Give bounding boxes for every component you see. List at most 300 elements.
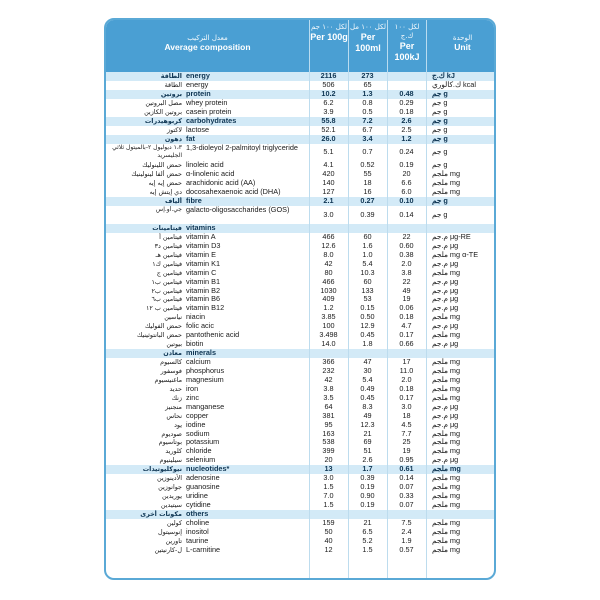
- header-per-100kj-ar: لكل ١٠٠ ك.ج: [394, 23, 420, 40]
- value-per-100g: 42: [324, 374, 333, 384]
- value-per-100g: 127: [322, 187, 335, 197]
- nutrient-name-en: potassium: [186, 438, 220, 447]
- value-per-100ml: 0.5: [362, 106, 373, 116]
- nutrient-name-en: linoleic acid: [186, 161, 224, 170]
- value-per-100g: 64: [324, 401, 333, 411]
- value-per-100ml: 133: [361, 285, 374, 295]
- header-per-100ml-ar: لكل ١٠٠ مل: [349, 23, 387, 31]
- nutrient-name-ar: بوتاسيوم: [158, 438, 182, 447]
- table-row: [106, 412, 496, 421]
- nutrient-name-ar: يوريدين: [162, 492, 182, 501]
- nutrient-name-ar: فيتامين د٣: [154, 241, 182, 250]
- value-per-100g: 399: [322, 446, 335, 456]
- value-per-100ml: 5.4: [362, 374, 373, 384]
- value-per-100g: 2.1: [323, 196, 334, 206]
- value-per-100kj: 0.07: [399, 482, 414, 492]
- table-row: [106, 295, 496, 304]
- value-per-100ml: 0.90: [360, 491, 375, 501]
- nutrient-name-ar: حمض البانتوثينيك: [136, 331, 182, 340]
- nutrient-name-ar: فيتامين ب٢: [151, 286, 182, 295]
- value-per-100ml: 8.3: [362, 401, 373, 411]
- value-per-100ml: 60: [363, 231, 372, 241]
- nutrient-name-ar: فيتامين ب ١٢: [145, 304, 182, 313]
- nutrient-name-ar: نيوكليوتيدات: [142, 465, 182, 474]
- nutrient-name-ar: فيتامين ب١: [151, 277, 182, 286]
- value-per-100kj: 3.8: [401, 267, 412, 277]
- nutrient-name-en: uridine: [186, 492, 208, 501]
- table-row: [106, 108, 496, 117]
- value-per-100ml: 16: [363, 187, 372, 197]
- value-per-100ml: 12.9: [360, 321, 375, 331]
- value-per-100ml: 21: [363, 428, 372, 438]
- unit-cell: جم g: [432, 116, 448, 125]
- value-per-100g: 466: [322, 276, 335, 286]
- value-per-100g: 6.2: [323, 97, 334, 107]
- nutrient-name-en: carbohydrates: [186, 116, 237, 125]
- table-row: [106, 438, 496, 447]
- nutrient-name-en: vitamin A: [186, 232, 216, 241]
- value-per-100g: 12.6: [321, 240, 336, 250]
- table-row: [106, 233, 496, 242]
- nutrient-name-en: 1,3-dioleyol 2-palmitoyl triglyceride: [186, 143, 298, 152]
- value-per-100ml: 0.45: [360, 330, 375, 340]
- value-per-100g: 1.5: [323, 482, 334, 492]
- value-per-100ml: 1.6: [362, 240, 373, 250]
- value-per-100g: 409: [322, 294, 335, 304]
- header-per-100g-ar: لكل ١٠٠ جم: [310, 23, 348, 31]
- value-per-100ml: 0.49: [360, 383, 375, 393]
- nutrient-name-ar: صوديوم: [161, 429, 182, 438]
- table-section-row: [106, 90, 496, 99]
- value-per-100ml: 5.4: [362, 258, 373, 268]
- unit-cell: ملجم mg: [432, 375, 461, 384]
- value-per-100ml: 1.8: [362, 339, 373, 349]
- table-row: [106, 528, 496, 537]
- value-per-100ml: 0.39: [360, 473, 375, 483]
- value-per-100kj: 6.6: [401, 178, 412, 188]
- value-per-100kj: 0.14: [399, 209, 414, 219]
- table-row: [106, 81, 496, 90]
- nutrient-name-en: energy: [186, 80, 209, 89]
- value-per-100kj: 4.5: [401, 419, 412, 429]
- value-per-100kj: 11.0: [399, 365, 414, 375]
- unit-cell: ملجم mg: [432, 438, 461, 447]
- value-per-100kj: 17: [402, 357, 411, 366]
- unit-cell: م.جم μg: [432, 277, 459, 286]
- value-per-100g: 7.0: [323, 491, 334, 501]
- nutrient-name-ar: زنك: [171, 393, 182, 402]
- nutrient-name-en: adenosine: [186, 474, 220, 483]
- value-per-100g: 95: [324, 419, 333, 429]
- nutrient-name-en: folic acic: [186, 322, 214, 331]
- value-per-100g: 163: [322, 428, 335, 438]
- header-unit: [426, 20, 496, 72]
- header-per-100kj: [387, 20, 426, 72]
- unit-cell: ملجم mg: [432, 179, 461, 188]
- table-row: [106, 501, 496, 510]
- nutrient-name-ar: نياسين: [164, 313, 182, 322]
- value-per-100ml: 0.7: [362, 146, 373, 156]
- nutrient-name-en: vitamins: [186, 223, 216, 232]
- nutrient-name-ar: نحاس: [166, 411, 182, 420]
- value-per-100ml: 0.19: [360, 500, 375, 509]
- value-per-100ml: 65: [363, 79, 372, 89]
- value-per-100kj: 0.18: [399, 312, 414, 322]
- nutrient-name-ar: بروتين: [160, 89, 182, 98]
- value-per-100kj: 19: [402, 294, 411, 304]
- table-section-row: [106, 349, 496, 358]
- value-per-100kj: 7.7: [401, 428, 412, 438]
- header-per-100kj-en: Per 100kJ: [394, 41, 420, 62]
- nutrient-name-ar: فيتامينات: [152, 223, 182, 232]
- header-per-100ml-en: Per 100ml: [355, 32, 381, 53]
- value-per-100kj: 0.29: [399, 97, 414, 107]
- nutrient-name-ar: فيتامين ب٦: [151, 295, 182, 304]
- unit-cell: م.جم μg-RE: [432, 232, 471, 241]
- header-unit-ar: الوحدة: [452, 34, 473, 42]
- unit-cell: م.جم μg: [432, 456, 459, 465]
- nutrient-name-en: biotin: [186, 340, 204, 349]
- value-per-100g: 1.5: [323, 500, 334, 509]
- column-divider: [348, 72, 349, 580]
- value-per-100g: 506: [322, 79, 335, 89]
- nutrient-name-ar: فوسفور: [160, 366, 182, 375]
- unit-cell: جم g: [432, 161, 448, 170]
- nutrient-name-ar: يود: [174, 420, 182, 429]
- column-divider: [426, 72, 427, 580]
- nutrient-name-en: guanosine: [186, 483, 220, 492]
- nutrient-name-en: choline: [186, 518, 210, 527]
- header-composition-en: Average composition: [164, 42, 251, 52]
- table-row: [106, 331, 496, 340]
- value-per-100ml: 49: [363, 410, 372, 420]
- nutrient-name-ar: كولين: [166, 518, 182, 527]
- nutrient-name-ar: جي.أو.إس: [155, 206, 182, 214]
- nutrient-name-en: phosphorus: [186, 366, 225, 375]
- nutrient-name-ar: فيتامين ج: [156, 268, 182, 277]
- value-per-100g: 3.9: [323, 106, 334, 116]
- nutrient-name-ar: منجنيز: [165, 402, 182, 411]
- value-per-100g: 1.2: [323, 303, 334, 313]
- nutrient-name-en: vitamin D3: [186, 241, 221, 250]
- value-per-100kj: 1.2: [401, 133, 412, 143]
- nutrient-name-en: lactose: [186, 125, 210, 134]
- unit-cell: ملجم mg: [432, 465, 461, 474]
- value-per-100ml: 0.39: [360, 209, 375, 219]
- value-per-100g: 3.5: [323, 392, 334, 402]
- value-per-100g: 3.0: [323, 209, 334, 219]
- value-per-100kj: 0.06: [399, 303, 414, 313]
- table-row: [106, 394, 496, 403]
- value-per-100ml: 0.27: [360, 196, 375, 206]
- value-per-100kj: 0.10: [399, 196, 414, 206]
- nutrient-name-ar: فيتامين ك١: [152, 259, 182, 268]
- value-per-100g: 42: [324, 258, 333, 268]
- value-per-100kj: 0.60: [399, 240, 414, 250]
- unit-cell: جم g: [432, 98, 448, 107]
- value-per-100kj: 0.57: [399, 544, 414, 554]
- table-row: [106, 340, 496, 349]
- table-body: [106, 72, 496, 555]
- value-per-100g: 14.0: [321, 339, 336, 349]
- value-per-100ml: 5.2: [362, 535, 373, 545]
- value-per-100kj: 2.0: [401, 374, 412, 384]
- nutrient-name-ar: مكونات أخرى: [140, 509, 182, 518]
- value-per-100ml: 1.0: [362, 249, 373, 259]
- value-per-100ml: 0.8: [362, 97, 373, 107]
- value-per-100g: 10.2: [321, 88, 336, 98]
- unit-cell: ملجم mg: [432, 170, 461, 179]
- table-row: [106, 421, 496, 430]
- table-row: [106, 385, 496, 394]
- nutrition-table: [104, 18, 496, 580]
- nutrient-name-en: docosahexaenoic acid (DHA): [186, 188, 281, 197]
- nutrient-name-en: protein: [186, 89, 211, 98]
- value-per-100kj: 0.17: [399, 392, 414, 402]
- value-per-100kj: 0.17: [399, 330, 414, 340]
- nutrient-name-en: taurine: [186, 536, 209, 545]
- unit-cell: ملجم mg: [432, 268, 461, 277]
- nutrient-name-ar: كالسيوم: [160, 358, 182, 366]
- nutrient-name-ar: ماغنيسيوم: [154, 375, 182, 384]
- unit-cell: ملجم mg: [432, 536, 461, 545]
- value-per-100ml: 2.6: [362, 455, 373, 465]
- value-per-100ml: 6.5: [362, 526, 373, 536]
- unit-cell: ملجم mg: [432, 358, 461, 366]
- table-row: [106, 403, 496, 412]
- unit-cell: جم g: [432, 197, 448, 206]
- unit-cell: ملجم mg: [432, 188, 461, 197]
- table-row: [106, 322, 496, 331]
- value-per-100kj: 0.19: [399, 160, 414, 170]
- unit-cell: ملجم mg: [432, 492, 461, 501]
- table-row: [106, 269, 496, 278]
- value-per-100ml: 21: [363, 517, 372, 527]
- nutrient-name-en: arachidonic acid (AA): [186, 179, 256, 188]
- nutrient-name-en: calcium: [186, 358, 211, 366]
- table-section-row: [106, 72, 496, 81]
- unit-cell: ملجم mg: [432, 384, 461, 393]
- header-composition-ar: معدل التركيب: [187, 34, 228, 42]
- table-section-row: [106, 135, 496, 144]
- nutrient-name-ar: دي إيتش إيه: [149, 188, 182, 197]
- table-row: [106, 188, 496, 197]
- value-per-100g: 2116: [320, 71, 337, 80]
- value-per-100g: 50: [324, 526, 333, 536]
- table-row: [106, 99, 496, 108]
- unit-cell: م.جم μg: [432, 295, 459, 304]
- value-per-100g: 4.1: [323, 160, 334, 170]
- unit-cell: جم g: [432, 134, 448, 143]
- nutrient-name-ar: الأدينوزين: [156, 474, 182, 483]
- table-row: [106, 287, 496, 296]
- value-per-100ml: 18: [363, 178, 372, 188]
- unit-cell: ملجم mg: [432, 447, 461, 456]
- nutrient-name-ar: فيتامين هـ: [155, 250, 182, 259]
- value-per-100g: 3.85: [321, 312, 336, 322]
- nutrient-name-ar: سيتيدين: [160, 501, 182, 509]
- value-per-100kj: 0.18: [399, 106, 414, 116]
- value-per-100kj: 22: [402, 276, 411, 286]
- column-divider: [309, 72, 310, 580]
- unit-cell: جم g: [432, 210, 448, 219]
- value-per-100kj: 3.0: [401, 401, 412, 411]
- header-per-100ml: [348, 20, 387, 72]
- value-per-100ml: 1.3: [362, 88, 373, 98]
- unit-cell: جم g: [432, 125, 448, 134]
- nutrient-name-ar: جوانوزين: [158, 483, 182, 492]
- value-per-100ml: 273: [361, 71, 374, 80]
- value-per-100g: 80: [324, 267, 333, 277]
- nutrient-name-ar: بروتين الكازين: [144, 107, 182, 116]
- nutrient-name-ar: لاكتوز: [166, 125, 182, 134]
- value-per-100kj: 7.5: [401, 517, 412, 527]
- value-per-100g: 26.0: [321, 133, 336, 143]
- value-per-100ml: 53: [363, 294, 372, 304]
- value-per-100ml: 51: [363, 446, 372, 456]
- value-per-100g: 52.1: [321, 124, 336, 134]
- value-per-100g: 420: [322, 169, 335, 179]
- value-per-100kj: 20: [402, 169, 411, 179]
- table-row: [106, 144, 496, 162]
- table-row: [106, 161, 496, 170]
- unit-cell: جم g: [432, 107, 448, 116]
- nutrient-name-ar: بيوتين: [166, 340, 182, 349]
- value-per-100g: 140: [322, 178, 335, 188]
- table-section-row: [106, 510, 496, 519]
- unit-cell: ك.كالوري kcal: [432, 80, 476, 89]
- unit-cell: ملجم mg: [432, 527, 461, 536]
- value-per-100kj: 0.95: [399, 455, 414, 465]
- unit-cell: م.جم μg: [432, 286, 459, 295]
- nutrient-name-en: chloride: [186, 447, 212, 456]
- nutrient-name-en: nucleotides*: [186, 465, 230, 474]
- unit-cell: م.جم μg: [432, 411, 459, 420]
- nutrient-name-en: vitamin K1: [186, 259, 221, 268]
- nutrient-name-ar: كربوهيدرات: [144, 116, 182, 125]
- value-per-100g: 3.498: [319, 330, 338, 340]
- value-per-100g: 3.0: [323, 473, 334, 483]
- value-per-100g: 3.8: [323, 383, 334, 393]
- unit-cell: ملجم mg: [432, 518, 461, 527]
- nutrient-name-en: casein protein: [186, 107, 232, 116]
- table-row: [106, 430, 496, 439]
- value-per-100kj: 0.61: [399, 464, 414, 474]
- table-row: [106, 546, 496, 555]
- unit-cell: م.جم μg: [432, 340, 459, 349]
- nutrient-name-ar: الطاقة: [160, 72, 182, 80]
- table-row: [106, 456, 496, 465]
- value-per-100kj: 4.7: [401, 321, 412, 331]
- table-row: [106, 483, 496, 492]
- nutrient-name-ar: ل-كارنيتين: [154, 545, 182, 554]
- nutrient-name-en: vitamin B2: [186, 286, 221, 295]
- unit-cell: ملجم mg: [432, 313, 461, 322]
- unit-cell: م.جم μg: [432, 322, 459, 331]
- nutrient-name-en: cytidine: [186, 501, 211, 509]
- table-row: [106, 447, 496, 456]
- value-per-100g: 1030: [320, 285, 337, 295]
- nutrient-name-ar: حمض ألفا لينولينيك: [131, 170, 182, 179]
- nutrient-name-ar: معادن: [163, 349, 182, 358]
- unit-cell: ملجم mg: [432, 483, 461, 492]
- unit-cell: ملجم mg: [432, 501, 461, 509]
- value-per-100g: 366: [322, 357, 335, 366]
- nutrient-name-en: vitamin B12: [186, 304, 225, 313]
- value-per-100ml: 6.7: [362, 124, 373, 134]
- nutrient-name-ar: دهون: [164, 134, 182, 143]
- table-row: [106, 376, 496, 385]
- table-row: [106, 170, 496, 179]
- unit-cell: م.جم μg: [432, 259, 459, 268]
- table-row: [106, 304, 496, 313]
- header-composition: [106, 20, 309, 72]
- value-per-100ml: 0.19: [360, 482, 375, 492]
- table-header: [106, 20, 496, 72]
- value-per-100g: 12: [324, 544, 333, 554]
- nutrient-name-ar: حمض الفوليك: [144, 322, 182, 331]
- table-section-row: [106, 224, 496, 233]
- header-unit-en: Unit: [454, 42, 471, 52]
- unit-cell: ملجم mg: [432, 331, 461, 340]
- value-per-100ml: 3.4: [362, 133, 373, 143]
- nutrient-name-en: fibre: [186, 197, 202, 206]
- nutrient-name-en: whey protein: [186, 98, 228, 107]
- table-section-row: [106, 197, 496, 206]
- value-per-100kj: 19: [402, 446, 411, 456]
- table-row: [106, 313, 496, 322]
- nutrient-name-ar: كلوريد: [165, 447, 182, 456]
- value-per-100g: 232: [322, 365, 335, 375]
- value-per-100kj: 0.48: [399, 88, 414, 98]
- value-per-100kj: 2.5: [401, 124, 412, 134]
- value-per-100kj: 25: [402, 437, 411, 447]
- unit-cell: ملجم mg α-TE: [432, 250, 479, 259]
- unit-cell: ملجم mg: [432, 545, 461, 554]
- nutrient-name-en: magnesium: [186, 375, 224, 384]
- unit-cell: م.جم μg: [432, 304, 459, 313]
- nutrient-name-en: minerals: [186, 349, 217, 358]
- table-row: [106, 126, 496, 135]
- unit-cell: م.جم μg: [432, 420, 459, 429]
- nutrient-name-en: iron: [186, 384, 199, 393]
- value-per-100kj: 0.07: [399, 500, 414, 509]
- nutrient-name-ar: إنوسيتول: [157, 527, 182, 536]
- table-row: [106, 358, 496, 367]
- value-per-100g: 159: [322, 517, 335, 527]
- value-per-100g: 538: [322, 437, 335, 447]
- value-per-100g: 55.8: [321, 115, 336, 125]
- value-per-100g: 13: [324, 464, 333, 474]
- nutrient-name-ar: ١،٣ ديوليول ٢-بالميتول ثلاثي الجليسريد: [112, 143, 182, 160]
- nutrient-name-en: pantothenic acid: [186, 331, 240, 340]
- value-per-100kj: 18: [402, 410, 411, 420]
- nutrient-name-en: fat: [186, 134, 195, 143]
- unit-cell: ملجم mg: [432, 366, 461, 375]
- value-per-100g: 100: [322, 321, 335, 331]
- nutrient-name-ar: تاورين: [165, 536, 182, 545]
- value-per-100kj: 6.0: [401, 187, 412, 197]
- unit-cell: جم g: [432, 147, 448, 156]
- nutrient-name-en: selenium: [186, 456, 216, 465]
- unit-cell: ك.ج kJ: [432, 72, 455, 80]
- nutrient-name-en: galacto-oligosaccharides (GOS): [186, 206, 290, 215]
- nutrient-name-en: manganese: [186, 402, 225, 411]
- table-row: [106, 474, 496, 483]
- value-per-100g: 466: [322, 231, 335, 241]
- value-per-100kj: 0.24: [399, 146, 414, 156]
- value-per-100kj: 1.9: [401, 535, 412, 545]
